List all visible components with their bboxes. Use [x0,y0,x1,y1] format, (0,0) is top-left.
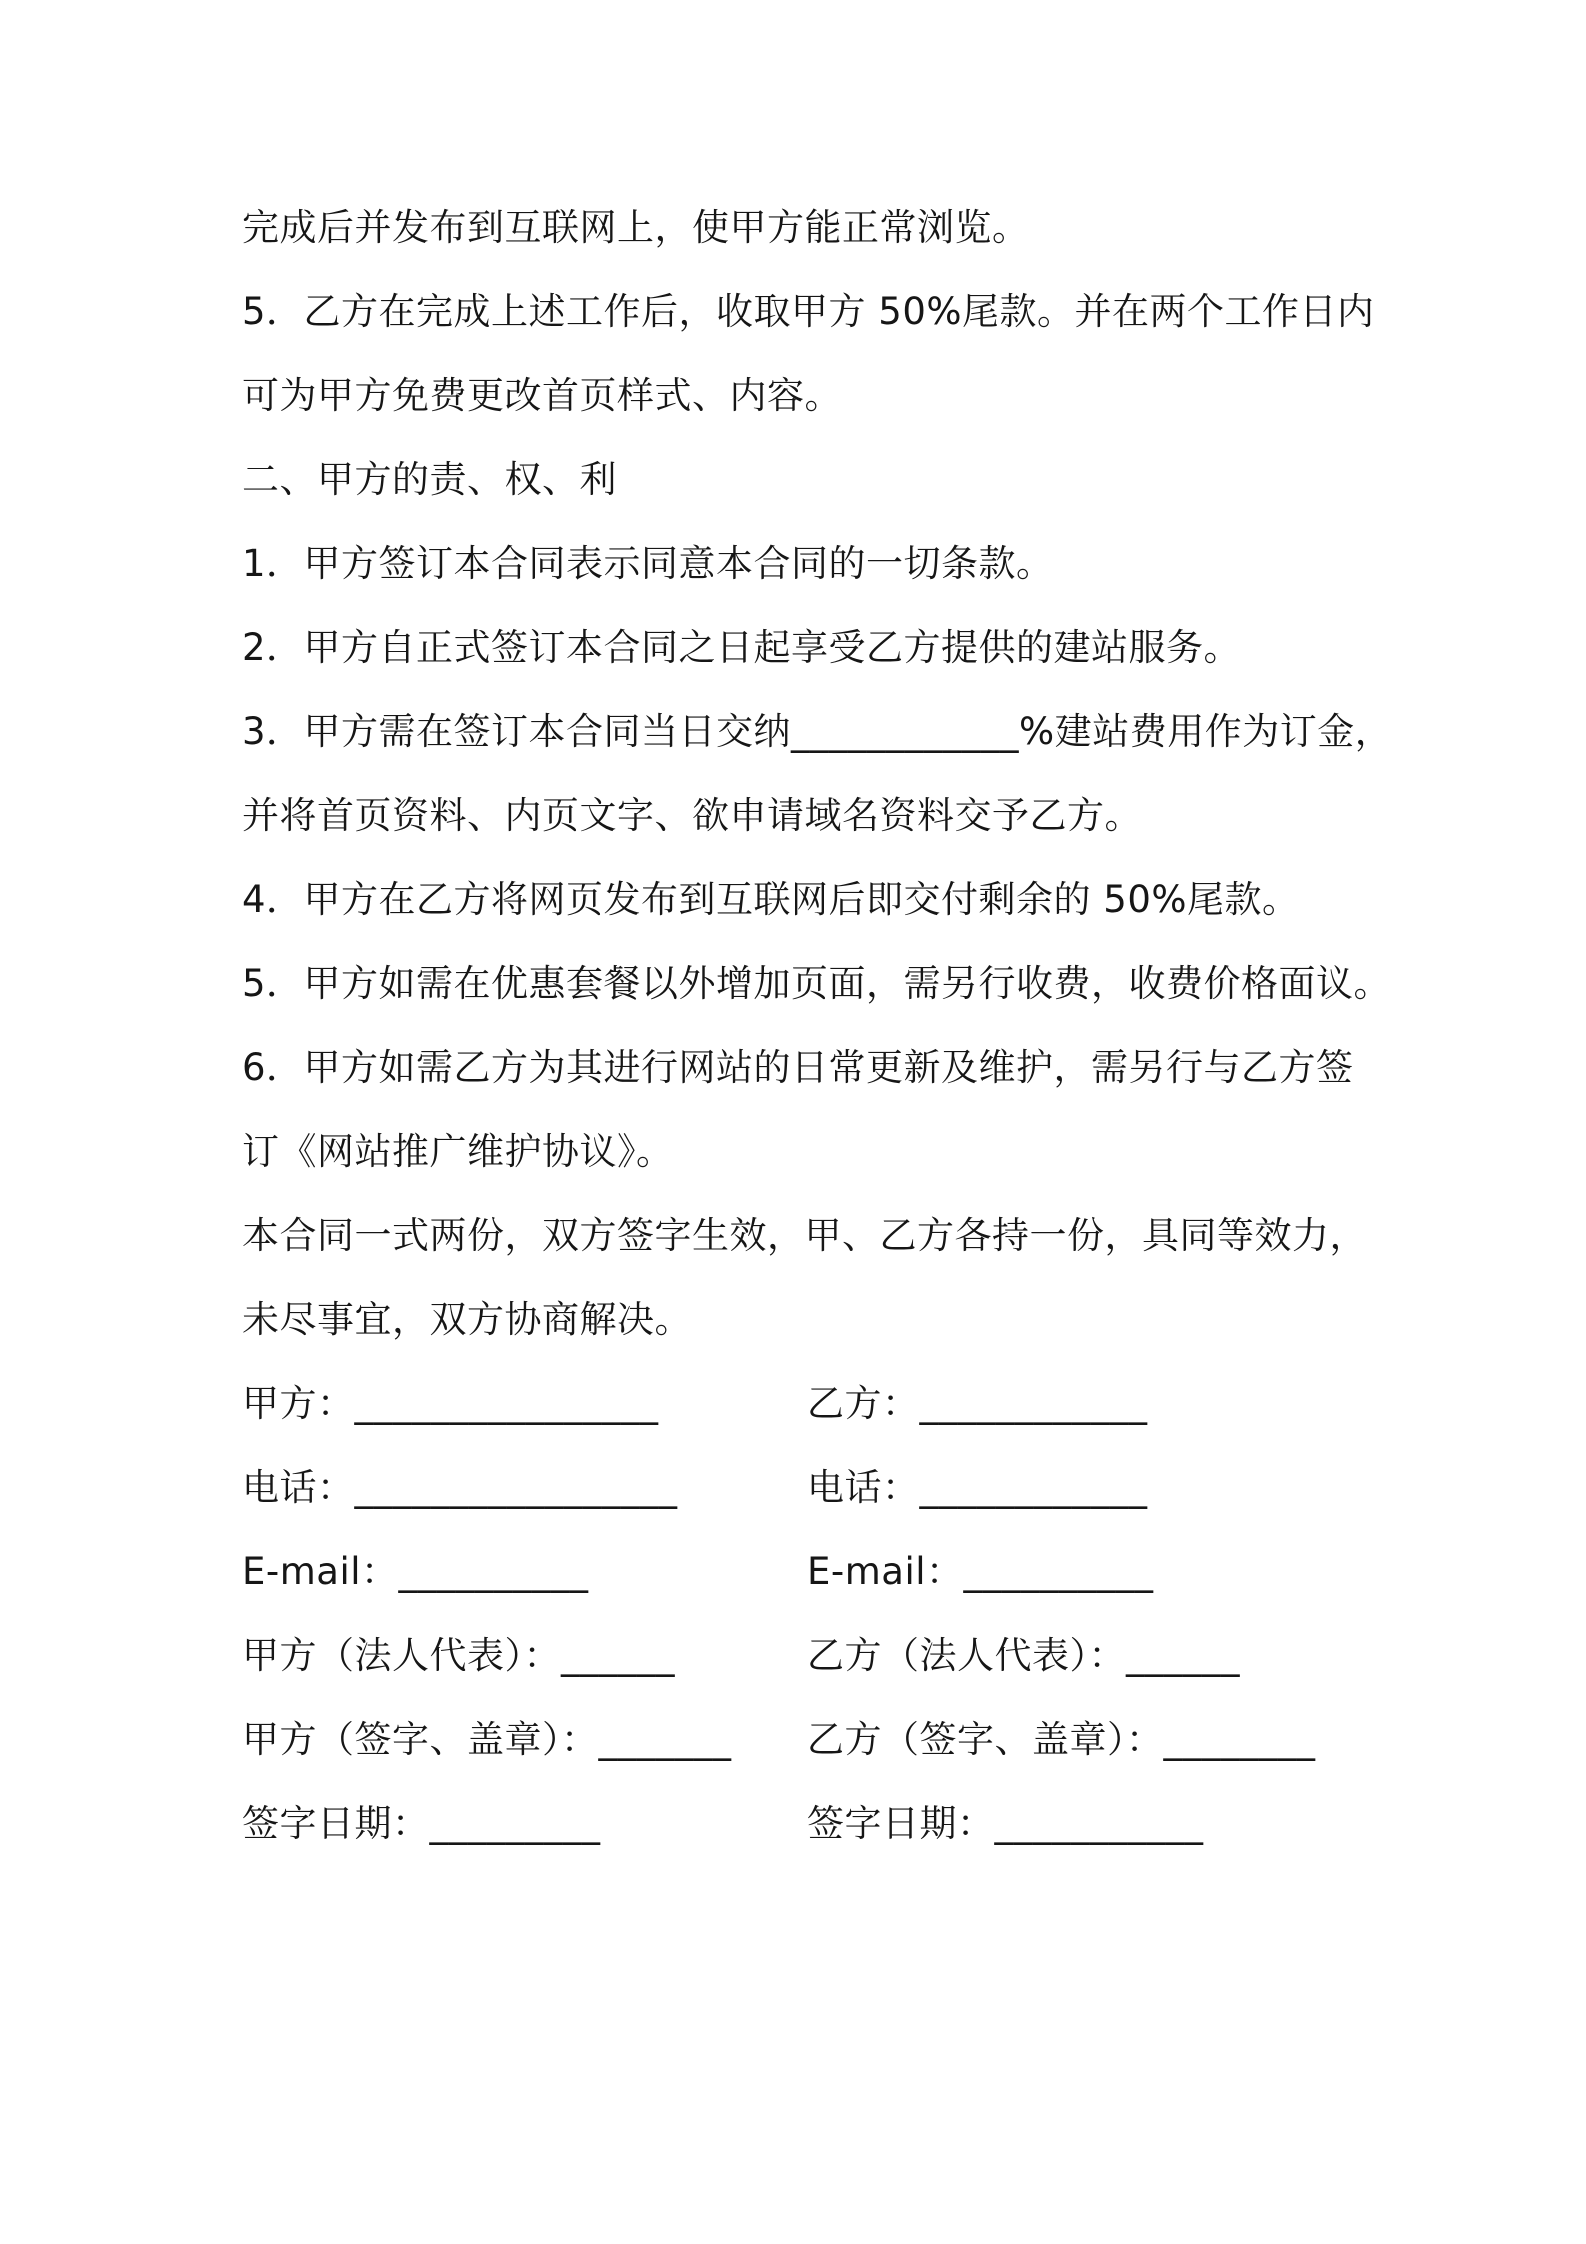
signature-row-legal-rep [242,1614,1442,1698]
clause-party-a-2: 2．甲方自正式签订本合同之日起享受乙方提供的建站服务。 [242,626,1242,669]
clause-party-b-5: 5．乙方在完成上述工作后，收取甲方 50%尾款。并在两个工作日内 [242,290,1375,333]
contract-text [242,186,1442,1866]
section-heading-party-a: 二、甲方的责、权、利 [242,458,617,501]
clause-party-a-4: 4．甲方在乙方将网页发布到互联网后即交付剩余的 50%尾款。 [242,878,1300,921]
party-b-legal-rep-field: 乙方（法人代表）：______ [807,1634,1240,1677]
clause-party-a-1: 1．甲方签订本合同表示同意本合同的一切条款。 [242,542,1054,585]
signature-row-seal [242,1698,1442,1782]
clause-party-a-3: 3．甲方需在签订本合同当日交纳____________%建站费用作为订金， [242,710,1393,753]
party-b-name-field: 乙方：____________ [807,1382,1148,1425]
party-b-signature-seal-field: 乙方（签字、盖章）：________ [807,1718,1316,1761]
contract-line: 并将首页资料、内页文字、欲申请域名资料交予乙方。 [242,794,1142,837]
clause-party-a-6: 6．甲方如需乙方为其进行网站的日常更新及维护，需另行与乙方签 [242,1046,1354,1089]
party-b-email-field: E-mail：__________ [807,1550,1154,1593]
party-a-phone-field: 电话：_________________ [242,1466,678,1509]
party-a-legal-rep-field: 甲方（法人代表）：______ [242,1634,675,1677]
signature-row-name [242,1362,1442,1446]
contract-line: 订《网站推广维护协议》。 [242,1130,674,1173]
closing-statement: 本合同一式两份，双方签字生效，甲、乙方各持一份，具同等效力， [242,1214,1367,1257]
party-a-sign-date-field: 签字日期：_________ [242,1802,601,1845]
party-a-signature-seal-field: 甲方（签字、盖章）：_______ [242,1718,732,1761]
contract-line: 完成后并发布到互联网上，使甲方能正常浏览。 [242,206,1030,249]
contract-line: 可为甲方免费更改首页样式、内容。 [242,374,842,417]
party-b-sign-date-field: 签字日期：___________ [807,1802,1204,1845]
party-b-phone-field: 电话：____________ [807,1466,1148,1509]
party-a-name-field: 甲方：________________ [242,1382,659,1425]
clause-party-a-5: 5．甲方如需在优惠套餐以外增加页面，需另行收费，收费价格面议。 [242,962,1392,1005]
signature-row-email [242,1530,1442,1614]
signature-row-phone [242,1446,1442,1530]
party-a-email-field: E-mail：__________ [242,1550,589,1593]
closing-statement: 未尽事宜，双方协商解决。 [242,1298,692,1341]
signature-row-date [242,1782,1442,1866]
